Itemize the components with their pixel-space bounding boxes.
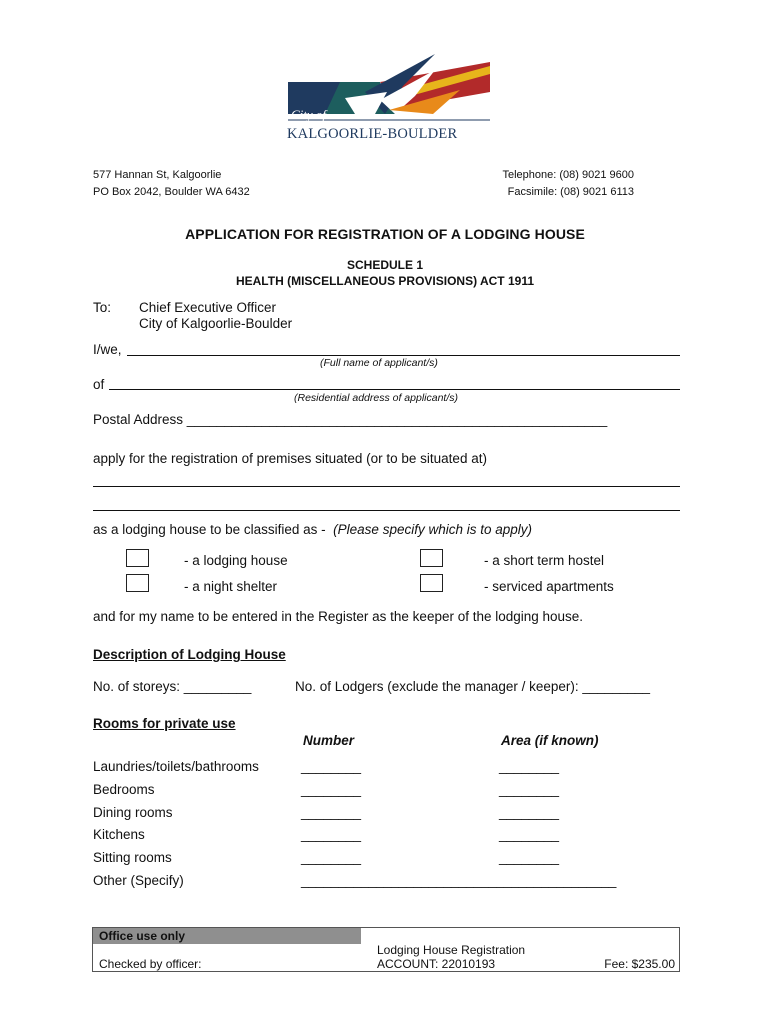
- dining-area-field[interactable]: ________: [499, 805, 560, 820]
- facsimile: Facsimile: (08) 9021 6113: [507, 186, 634, 198]
- room-label-laundries: Laundries/toilets/bathrooms: [93, 759, 259, 774]
- schedule-heading: SCHEDULE 1: [346, 258, 423, 272]
- short-term-hostel-label: - a short term hostel: [484, 553, 605, 568]
- account-number: ACCOUNT: 22010193: [377, 957, 496, 971]
- room-label-dining: Dining rooms: [93, 805, 173, 820]
- laundries-number-field[interactable]: ________: [301, 759, 362, 774]
- sitting-number-field[interactable]: ________: [301, 850, 362, 865]
- telephone: Telephone: (08) 9021 9600: [502, 169, 634, 181]
- apply-text: apply for the registration of premises situated (or to be situated at): [93, 451, 487, 466]
- recipient-org: City of Kalgoorlie-Boulder: [139, 316, 293, 331]
- room-label-kitchens: Kitchens: [93, 827, 145, 842]
- number-column-header: Number: [303, 733, 355, 748]
- residential-address-field[interactable]: [109, 389, 680, 390]
- registration-account: [377, 943, 525, 971]
- room-label-sitting: Sitting rooms: [93, 850, 172, 865]
- address-line-1: 577 Hannan St, Kalgoorlie: [93, 169, 222, 181]
- act-heading: HEALTH (MISCELLANEOUS PROVISIONS) ACT 1911: [235, 274, 535, 288]
- dining-number-field[interactable]: ________: [301, 805, 362, 820]
- logo-city-of: City of: [291, 107, 327, 122]
- applicant-name-field[interactable]: [127, 355, 680, 356]
- room-label-other: Other (Specify): [93, 873, 184, 888]
- night-shelter-checkbox[interactable]: [126, 574, 149, 592]
- other-specify-field[interactable]: __________________________________________: [301, 873, 617, 888]
- applicant-name-hint: (Full name of applicant/s): [320, 357, 438, 369]
- logo-name: KALGOORLIE-BOULDER: [287, 126, 458, 142]
- bedrooms-number-field[interactable]: ________: [301, 782, 362, 797]
- address-line-2: PO Box 2042, Boulder WA 6432: [93, 186, 250, 198]
- description-heading: Description of Lodging House: [93, 647, 286, 662]
- premises-line-2[interactable]: [93, 510, 680, 511]
- classified-hint: (Please specify which is to apply): [333, 522, 533, 537]
- office-use-heading: Office use only: [99, 929, 186, 943]
- premises-line-1[interactable]: [93, 486, 680, 487]
- short-term-hostel-checkbox[interactable]: [420, 549, 443, 567]
- lodging-house-label: - a lodging house: [184, 553, 288, 568]
- fee: Fee: $235.00: [604, 957, 675, 971]
- room-label-bedrooms: Bedrooms: [93, 782, 155, 797]
- residential-address-hint: (Residential address of applicant/s): [294, 392, 459, 404]
- night-shelter-label: - a night shelter: [184, 579, 278, 594]
- keeper-text: and for my name to be entered in the Register as the keeper of the lodging house.: [93, 609, 584, 624]
- contact-block: [503, 167, 635, 201]
- postal-address-field[interactable]: Postal Address ________________________________________________________: [93, 412, 608, 427]
- registration-label: Lodging House Registration: [377, 943, 526, 957]
- checked-by-officer: Checked by officer:: [99, 957, 202, 971]
- address-block: [93, 167, 250, 201]
- area-column-header: Area (if known): [501, 733, 599, 748]
- to-label: To:: [93, 300, 112, 315]
- city-logo: [285, 52, 490, 147]
- kitchens-area-field[interactable]: ________: [499, 827, 560, 842]
- recipient-title: Chief Executive Officer: [139, 300, 277, 315]
- iwe-label: I/we,: [93, 342, 122, 357]
- classified-text: as a lodging house to be classified as -: [93, 522, 326, 537]
- serviced-apartments-checkbox[interactable]: [420, 574, 443, 592]
- kitchens-number-field[interactable]: ________: [301, 827, 362, 842]
- lodging-house-checkbox[interactable]: [126, 549, 149, 567]
- classified-row: [93, 522, 532, 537]
- of-label: of: [93, 377, 105, 392]
- rooms-heading: Rooms for private use: [93, 716, 236, 731]
- laundries-area-field[interactable]: ________: [499, 759, 560, 774]
- office-use-box: [92, 927, 680, 972]
- storeys-field[interactable]: No. of storeys: _________: [93, 679, 252, 694]
- page-title: APPLICATION FOR REGISTRATION OF A LODGING HOUSE: [185, 226, 585, 242]
- sitting-area-field[interactable]: ________: [499, 850, 560, 865]
- bedrooms-area-field[interactable]: ________: [499, 782, 560, 797]
- serviced-apartments-label: - serviced apartments: [484, 579, 614, 594]
- lodgers-field[interactable]: No. of Lodgers (exclude the manager / keeper): _________: [295, 679, 650, 694]
